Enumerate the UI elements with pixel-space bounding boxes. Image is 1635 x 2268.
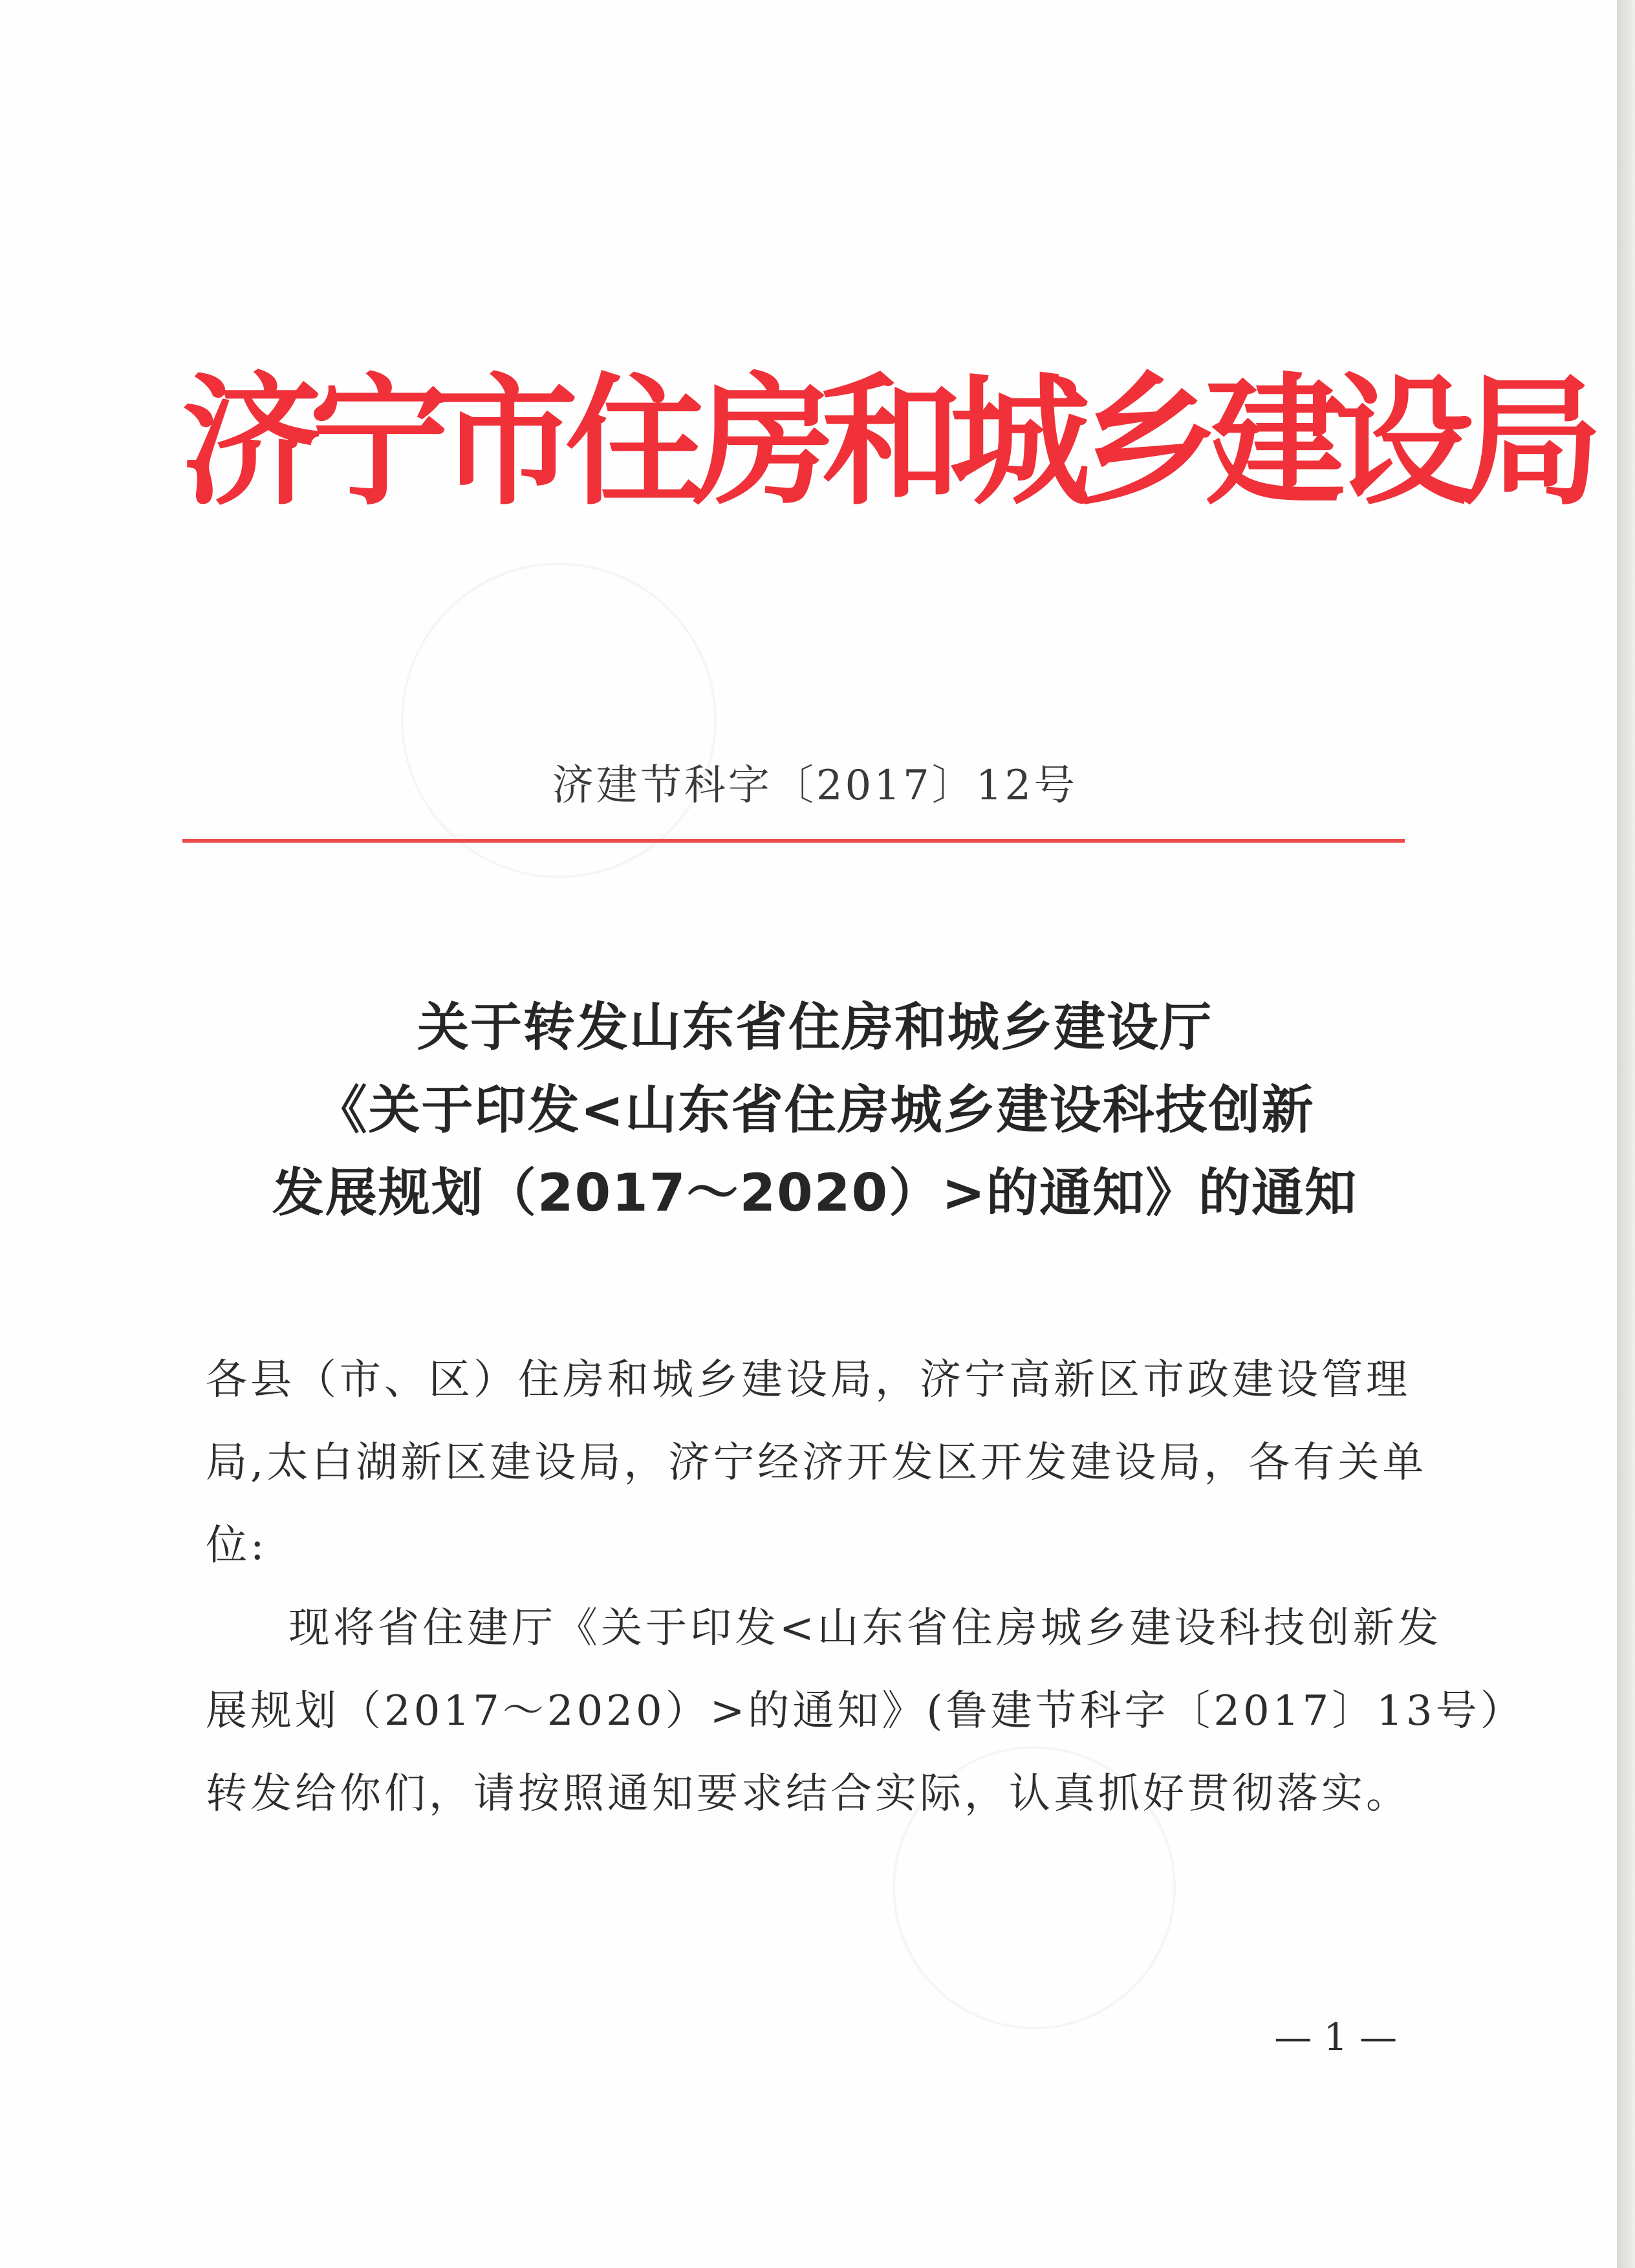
body-line-4: 现将省住建厅《关于印发<山东省住房城乡建设科技创新发 — [288, 1604, 1442, 1652]
document-number: 济建节科字〔2017〕12号 — [552, 762, 1078, 810]
scan-edge-shadow — [1617, 0, 1635, 2268]
body-line-6: 转发给你们，请按照通知要求结合实际，认真抓好贯彻落实。 — [206, 1770, 1411, 1818]
document-title — [181, 986, 1449, 1235]
page-number: — 1 — — [1274, 2015, 1397, 2059]
faint-stamp-bleedthrough — [401, 563, 717, 878]
body-line-3: 位: — [206, 1522, 268, 1570]
body-line-1: 各县（市、区）住房和城乡建设局，济宁高新区市政建设管理 — [206, 1356, 1411, 1404]
body-line-2: 局,太白湖新区建设局，济宁经济开发区开发建设局，各有关单 — [206, 1439, 1427, 1487]
title-line-3: 发展规划（2017～2020）>的通知》的通知 — [272, 1163, 1358, 1223]
body-line-5: 展规划（2017～2020）>的通知》(鲁建节科字〔2017〕13号） — [206, 1687, 1525, 1735]
agency-letterhead: 济宁市住房和城乡建设局 — [181, 361, 1590, 524]
red-divider-line — [182, 839, 1405, 843]
title-line-1: 关于转发山东省住房和城乡建设厅 — [417, 997, 1213, 1057]
title-line-2: 《关于印发<山东省住房城乡建设科技创新 — [315, 1080, 1315, 1140]
document-body — [206, 1339, 1525, 1835]
